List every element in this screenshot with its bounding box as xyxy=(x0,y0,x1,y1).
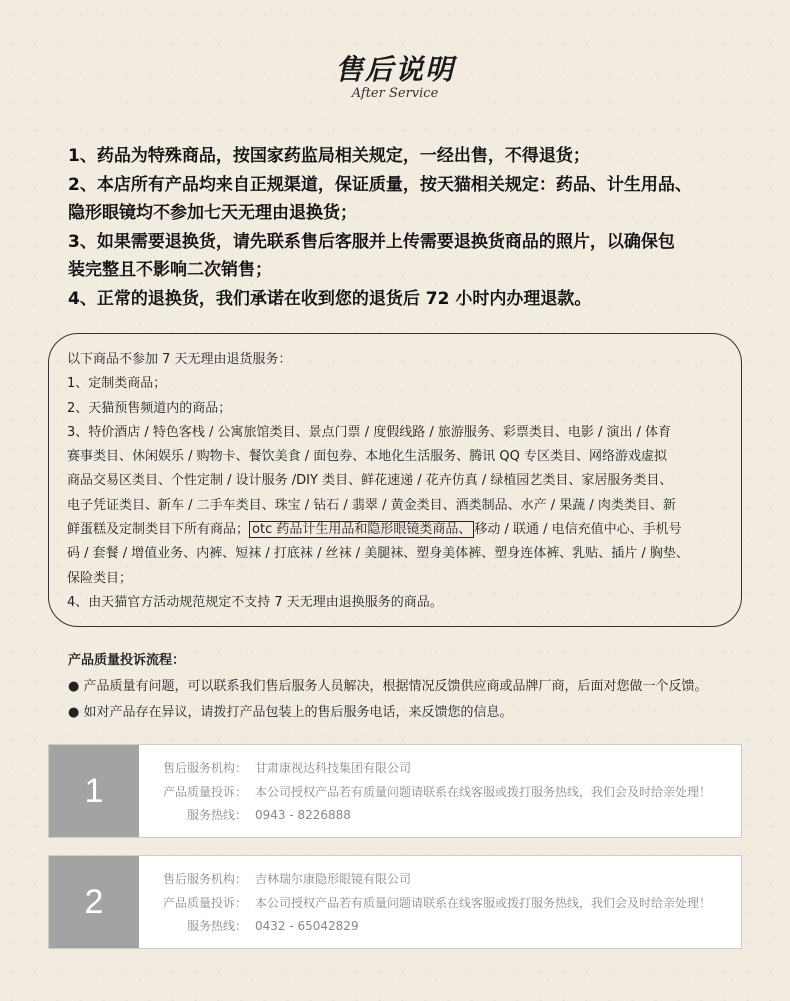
card-info xyxy=(139,856,711,948)
exclusions-box xyxy=(48,333,742,627)
card-info xyxy=(139,745,711,837)
exclusion-item-line xyxy=(67,518,723,542)
exclusion-text: 鲜蛋糕及定制类目下所有商品； xyxy=(67,522,250,538)
org-value: 甘肃康视达科技集团有限公司 xyxy=(255,761,412,775)
hotline-label: 服务热线： xyxy=(186,808,247,822)
rule-line: 隐形眼镜均不参加七天无理由退换货； xyxy=(68,203,357,223)
hotline-value: 0943 - 8226888 xyxy=(255,808,351,822)
complaint-label: 产品质量投诉： xyxy=(162,784,247,799)
rule-line: 2、本店所有产品均来自正规渠道，保证质量，按天猫相关规定：药品、计生用品、 xyxy=(68,174,692,195)
exclusion-item-line: 电子凭证类目、新车 / 二手车类目、珠宝 / 钻石 / 翡翠 / 黄金类目、酒类制品、水产 / 果蔬 / 肉类类目、新 xyxy=(67,497,676,513)
complaint-value: 本公司授权产品若有质量问题请联系在线客服或拨打服务热线，我们会及时给亲处理！ xyxy=(255,895,712,910)
org-label: 售后服务机构： xyxy=(162,872,247,886)
exclusion-text: 移动 / 联通 / 电信充值中心、手机号 xyxy=(474,522,682,538)
rule-line: 4、正常的退换货，我们承诺在收到您的退货后 72 小时内办理退款。 xyxy=(68,288,592,309)
org-label: 售后服务机构： xyxy=(162,761,247,775)
rule-line: 装完整且不影响二次销售； xyxy=(68,260,272,280)
complaint-heading: 产品质量投诉流程： xyxy=(68,653,186,668)
exclusion-item-line: 赛事类目、休闲娱乐 / 购物卡、餐饮美食 / 面包券、本地化生活服务、腾讯 QQ 专区类目、网络游戏虚拟 xyxy=(67,449,668,465)
complaint-process xyxy=(68,648,768,726)
complaint-bullet: ● 如对产品存在异议，请拨打产品包装上的售后服务电话，来反馈您的信息。 xyxy=(68,705,513,720)
org-value: 吉林瑞尔康隐形眼镜有限公司 xyxy=(255,872,412,886)
exclusion-item: 4、由天猫官方活动规范规定不支持 7 天无理由退换服务的商品。 xyxy=(67,594,443,610)
hotline-value: 0432 - 65042829 xyxy=(255,919,359,933)
highlighted-exclusion: otc 药品计生用品和隐形眼镜类商品、 xyxy=(249,521,474,538)
card-number: 1 xyxy=(49,745,139,837)
exclusions-intro: 以下商品不参加 7 天无理由退货服务： xyxy=(67,352,292,367)
exclusion-item: 2、天猫预售频道内的商品； xyxy=(67,400,232,416)
service-card xyxy=(48,855,742,949)
complaint-value: 本公司授权产品若有质量问题请联系在线客服或拨打服务热线，我们会及时给亲处理！ xyxy=(255,784,712,799)
exclusion-item-line: 保险类目； xyxy=(67,570,133,586)
exclusion-item-line: 码 / 套餐 / 增值业务、内裤、短袜 / 打底袜 / 丝袜 / 美腿袜、塑身美体裤、塑身连体裤、乳贴、插片 / 胸垫、 xyxy=(67,546,689,562)
page-title: 售后说明 xyxy=(334,53,455,86)
exclusion-item-line: 3、特价酒店 / 特色客栈 / 公寓旅馆类目、景点门票 / 度假线路 / 旅游服务、彩票类目、电影 / 演出 / 体育 xyxy=(67,424,672,440)
rule-line: 3、如果需要退换货，请先联系售后客服并上传需要退换货商品的照片，以确保包 xyxy=(68,231,675,252)
rule-line: 1、药品为特殊商品，按国家药监局相关规定，一经出售，不得退货； xyxy=(68,146,590,166)
exclusion-item-line: 商品交易区类目、个性定制 / 设计服务 /DIY 类目、鲜花速递 / 花卉仿真 / 绿植园艺类目、家居服务类目、 xyxy=(67,473,673,489)
service-card xyxy=(48,744,742,838)
complaint-label: 产品质量投诉： xyxy=(162,895,247,910)
page-subtitle: After Service xyxy=(351,86,439,101)
complaint-bullet: ● 产品质量有问题，可以联系我们售后服务人员解决，根据情况反馈供应商或品牌厂商，后面对您做一个反馈。 xyxy=(68,679,708,694)
hotline-label: 服务热线： xyxy=(186,919,247,933)
card-number: 2 xyxy=(49,856,139,948)
exclusion-item: 1、定制类商品； xyxy=(67,376,167,392)
return-rules xyxy=(68,142,738,313)
